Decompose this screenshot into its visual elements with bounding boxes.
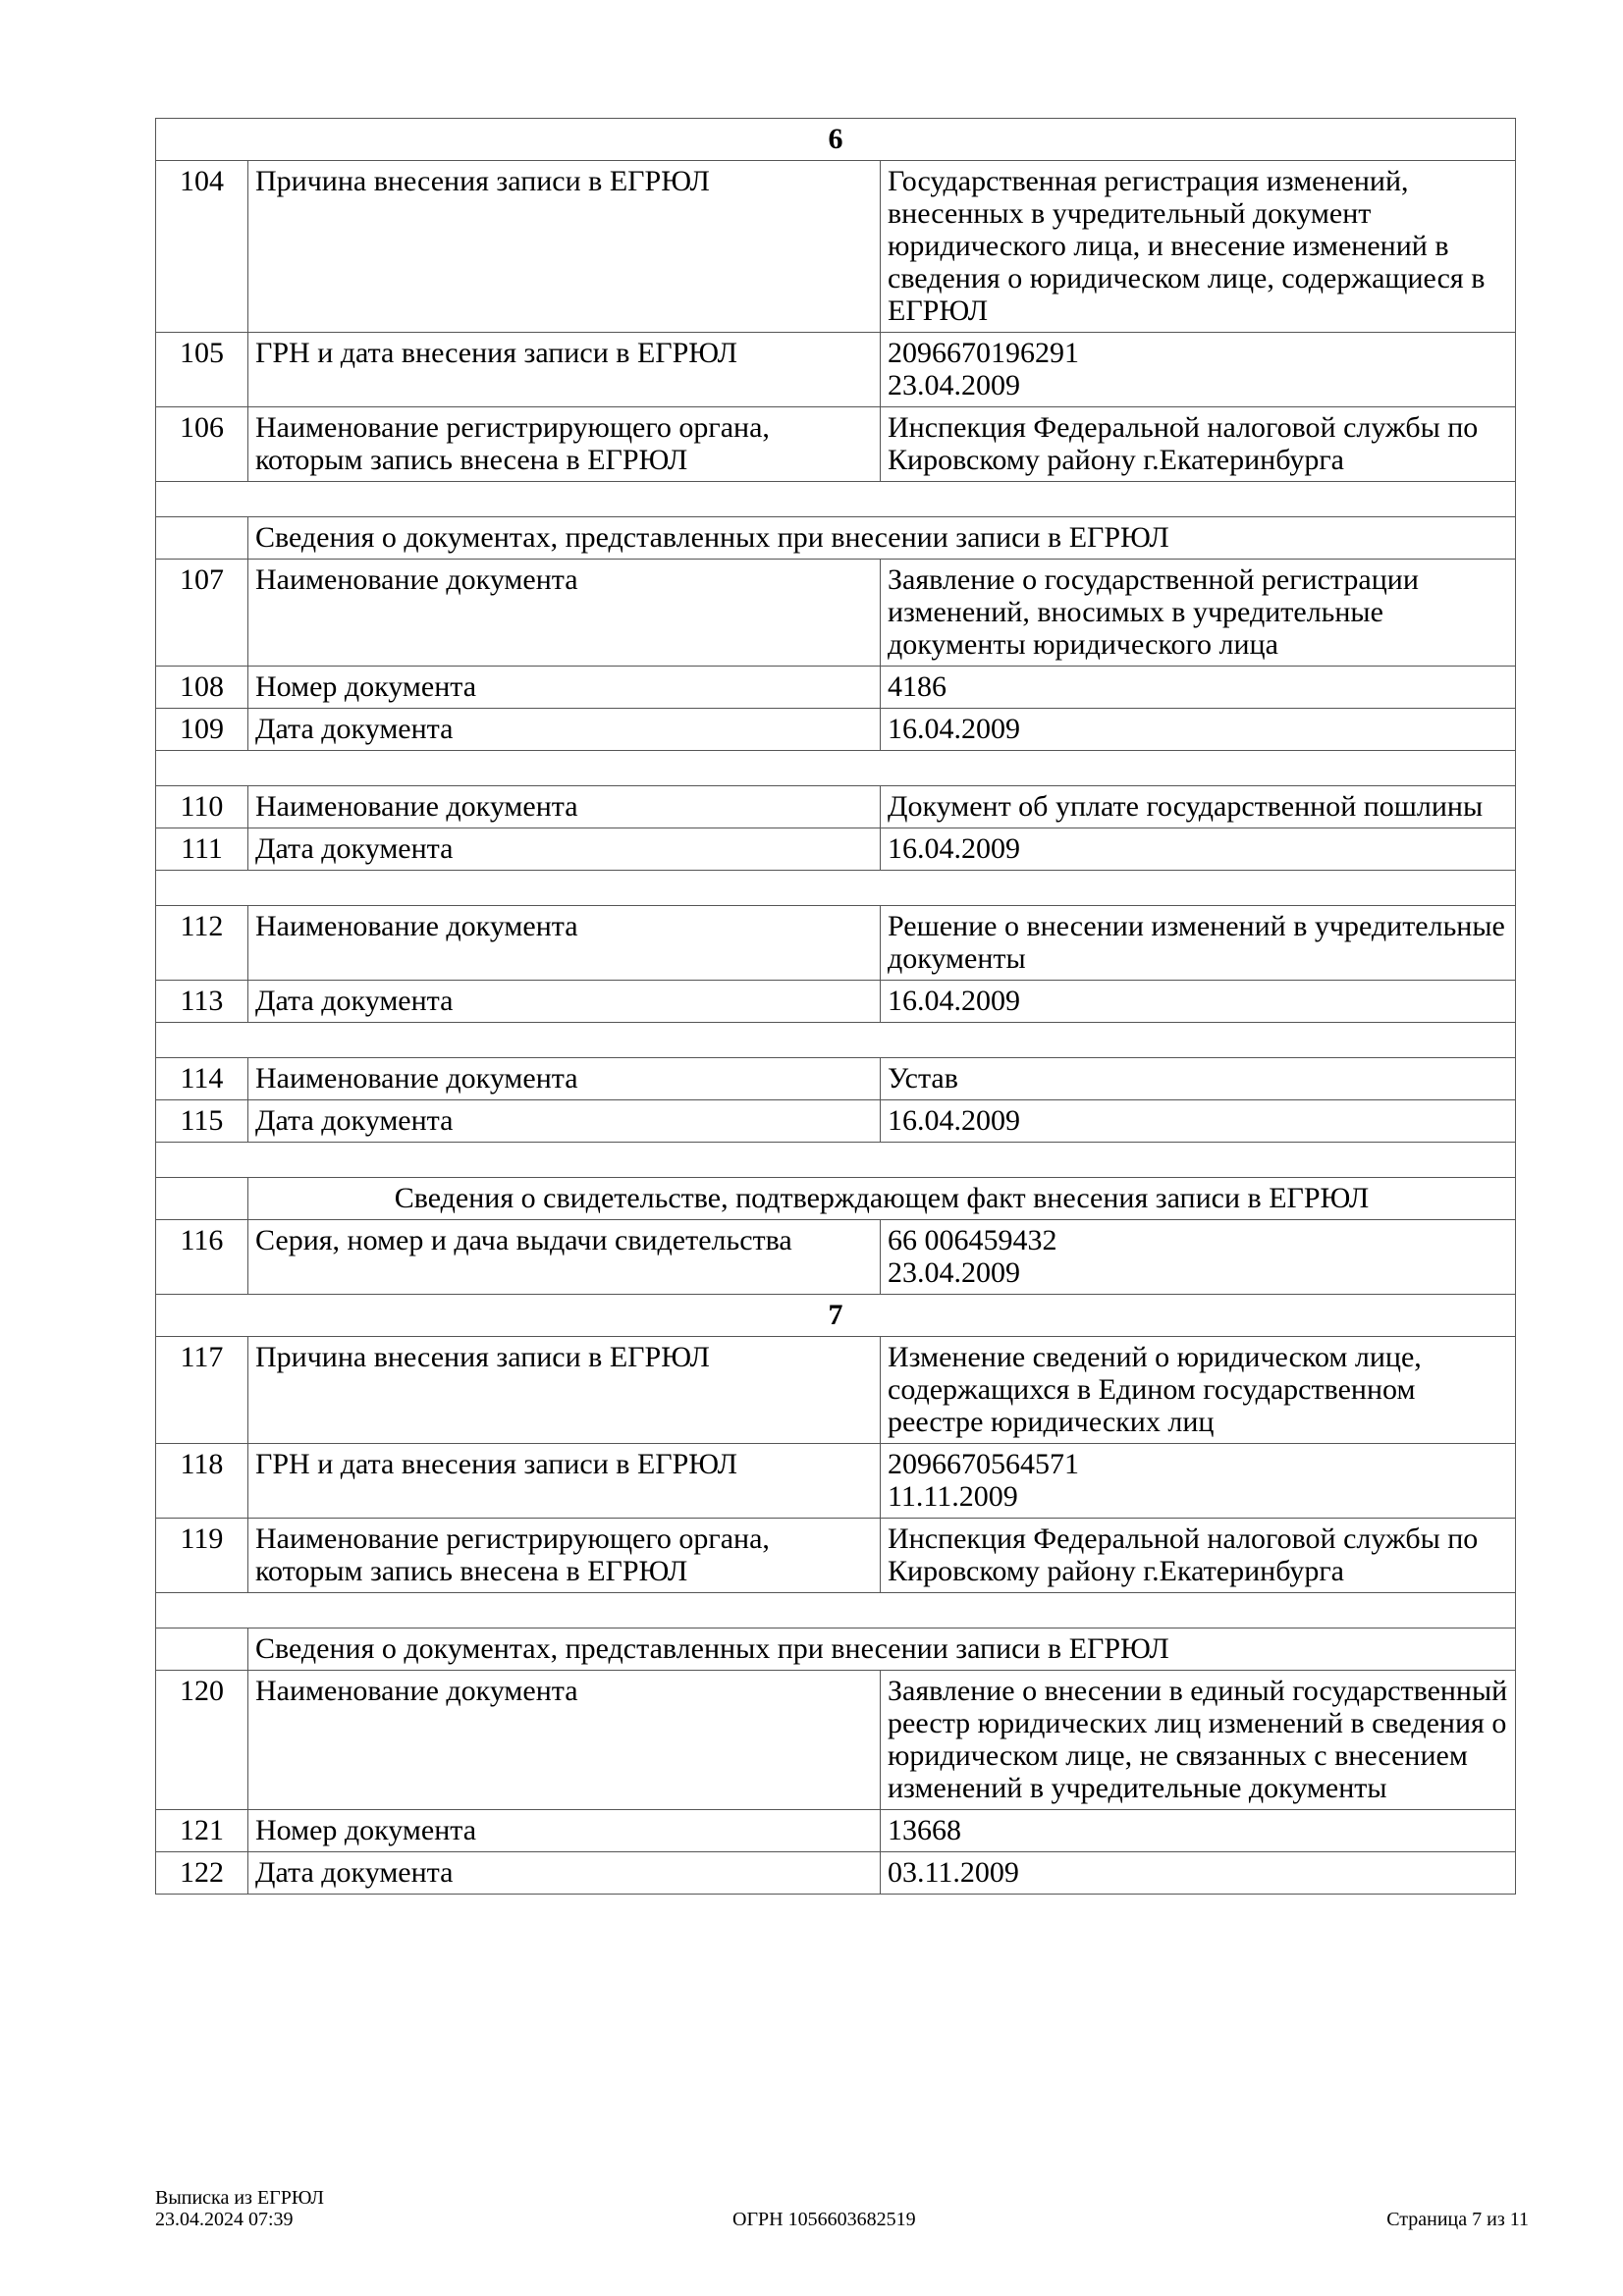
row-value: 16.04.2009 [881,1100,1516,1143]
row-label: Номер документа [248,1810,881,1852]
row-label: Дата документа [248,828,881,871]
row-label: Наименование документа [248,1058,881,1100]
table-row [156,906,1516,981]
row-number: 109 [156,709,248,751]
row-value: 66 006459432 23.04.2009 [881,1220,1516,1295]
row-value: 4186 [881,667,1516,709]
row-value: 13668 [881,1810,1516,1852]
row-label: Наименование документа [248,906,881,981]
row-number: 115 [156,1100,248,1143]
subsection-title: Сведения о свидетельстве, подтверждающем факт внесения записи в ЕГРЮЛ [248,1178,1516,1220]
row-label: Причина внесения записи в ЕГРЮЛ [248,161,881,333]
row-number: 105 [156,333,248,407]
table-row [156,407,1516,482]
row-number: 118 [156,1444,248,1519]
row-label: Наименование документа [248,786,881,828]
row-number: 116 [156,1220,248,1295]
spacer-row [156,482,1516,517]
row-label: Наименование документа [248,1671,881,1810]
table-row [156,333,1516,407]
table-row [156,1852,1516,1895]
subsection-num-cell [156,517,248,560]
spacer-row [156,751,1516,786]
section-header-row [156,1295,1516,1337]
row-value: Государственная регистрация изменений, внесенных в учредительный документ юридического лица, и внесение изменений в сведения о юридическом лице, содержащиеся в ЕГРЮЛ [881,161,1516,333]
table-row [156,161,1516,333]
table-row [156,1100,1516,1143]
row-label: Номер документа [248,667,881,709]
footer-left [155,2187,324,2230]
row-value: 2096670564571 11.11.2009 [881,1444,1516,1519]
row-number: 114 [156,1058,248,1100]
subsection-title: Сведения о документах, представленных при внесении записи в ЕГРЮЛ [248,1629,1516,1671]
table-row [156,1519,1516,1593]
row-value: 03.11.2009 [881,1852,1516,1895]
row-label: Дата документа [248,981,881,1023]
row-number: 110 [156,786,248,828]
spacer-row [156,871,1516,906]
footer-page-number: Страница 7 из 11 [1386,2209,1529,2230]
egrul-extract-table [155,118,1516,1895]
row-value: Решение о внесении изменений в учредительные документы [881,906,1516,981]
table-row [156,786,1516,828]
subsection-num-cell [156,1178,248,1220]
row-label: Серия, номер и дача выдачи свидетельства [248,1220,881,1295]
row-label: Наименование документа [248,560,881,667]
row-value: Заявление о государственной регистрации изменений, вносимых в учредительные документы юридического лица [881,560,1516,667]
spacer-row [156,1143,1516,1178]
row-label: Дата документа [248,1100,881,1143]
row-label: Дата документа [248,1852,881,1895]
row-label: Дата документа [248,709,881,751]
row-value: Документ об уплате государственной пошлины [881,786,1516,828]
table-row [156,1671,1516,1810]
row-value: Инспекция Федеральной налоговой службы по Кировскому району г.Екатеринбурга [881,407,1516,482]
row-label: Причина внесения записи в ЕГРЮЛ [248,1337,881,1444]
row-number: 120 [156,1671,248,1810]
row-label: ГРН и дата внесения записи в ЕГРЮЛ [248,1444,881,1519]
section-number: 6 [156,119,1516,161]
row-number: 106 [156,407,248,482]
spacer-cell [156,1143,1516,1178]
row-number: 107 [156,560,248,667]
subsection-row [156,1178,1516,1220]
table-row [156,981,1516,1023]
row-value: Инспекция Федеральной налоговой службы по Кировскому району г.Екатеринбурга [881,1519,1516,1593]
row-number: 122 [156,1852,248,1895]
row-value: 16.04.2009 [881,828,1516,871]
row-value: 16.04.2009 [881,709,1516,751]
spacer-cell [156,751,1516,786]
row-value: Заявление о внесении в единый государственный реестр юридических лиц изменений в сведения о юридическом лице, не связанных с внесением изменений в учредительные документы [881,1671,1516,1810]
row-value: 2096670196291 23.04.2009 [881,333,1516,407]
table-row [156,1444,1516,1519]
subsection-num-cell [156,1629,248,1671]
section-number: 7 [156,1295,1516,1337]
row-number: 108 [156,667,248,709]
row-value: Изменение сведений о юридическом лице, содержащихся в Едином государственном реестре юридических лиц [881,1337,1516,1444]
row-label: Наименование регистрирующего органа, которым запись внесена в ЕГРЮЛ [248,407,881,482]
table-body [156,119,1516,1895]
row-value: Устав [881,1058,1516,1100]
row-number: 112 [156,906,248,981]
subsection-row [156,1629,1516,1671]
footer-ogrn: ОГРН 1056603682519 [732,2209,916,2230]
table-row [156,1810,1516,1852]
table-row [156,667,1516,709]
row-number: 111 [156,828,248,871]
row-number: 117 [156,1337,248,1444]
table-row [156,560,1516,667]
table-row [156,1058,1516,1100]
row-number: 104 [156,161,248,333]
table-row [156,828,1516,871]
spacer-row [156,1593,1516,1629]
row-number: 119 [156,1519,248,1593]
row-label: ГРН и дата внесения записи в ЕГРЮЛ [248,333,881,407]
footer-datetime: 23.04.2024 07:39 [155,2209,294,2230]
footer-doc-title: Выписка из ЕГРЮЛ [155,2187,324,2209]
subsection-title: Сведения о документах, представленных при внесении записи в ЕГРЮЛ [248,517,1516,560]
section-header-row [156,119,1516,161]
row-number: 121 [156,1810,248,1852]
table-row [156,709,1516,751]
table-row [156,1220,1516,1295]
spacer-cell [156,482,1516,517]
table-row [156,1337,1516,1444]
subsection-row [156,517,1516,560]
spacer-cell [156,1593,1516,1629]
spacer-cell [156,1023,1516,1058]
row-number: 113 [156,981,248,1023]
row-value: 16.04.2009 [881,981,1516,1023]
spacer-row [156,1023,1516,1058]
row-label: Наименование регистрирующего органа, которым запись внесена в ЕГРЮЛ [248,1519,881,1593]
spacer-cell [156,871,1516,906]
